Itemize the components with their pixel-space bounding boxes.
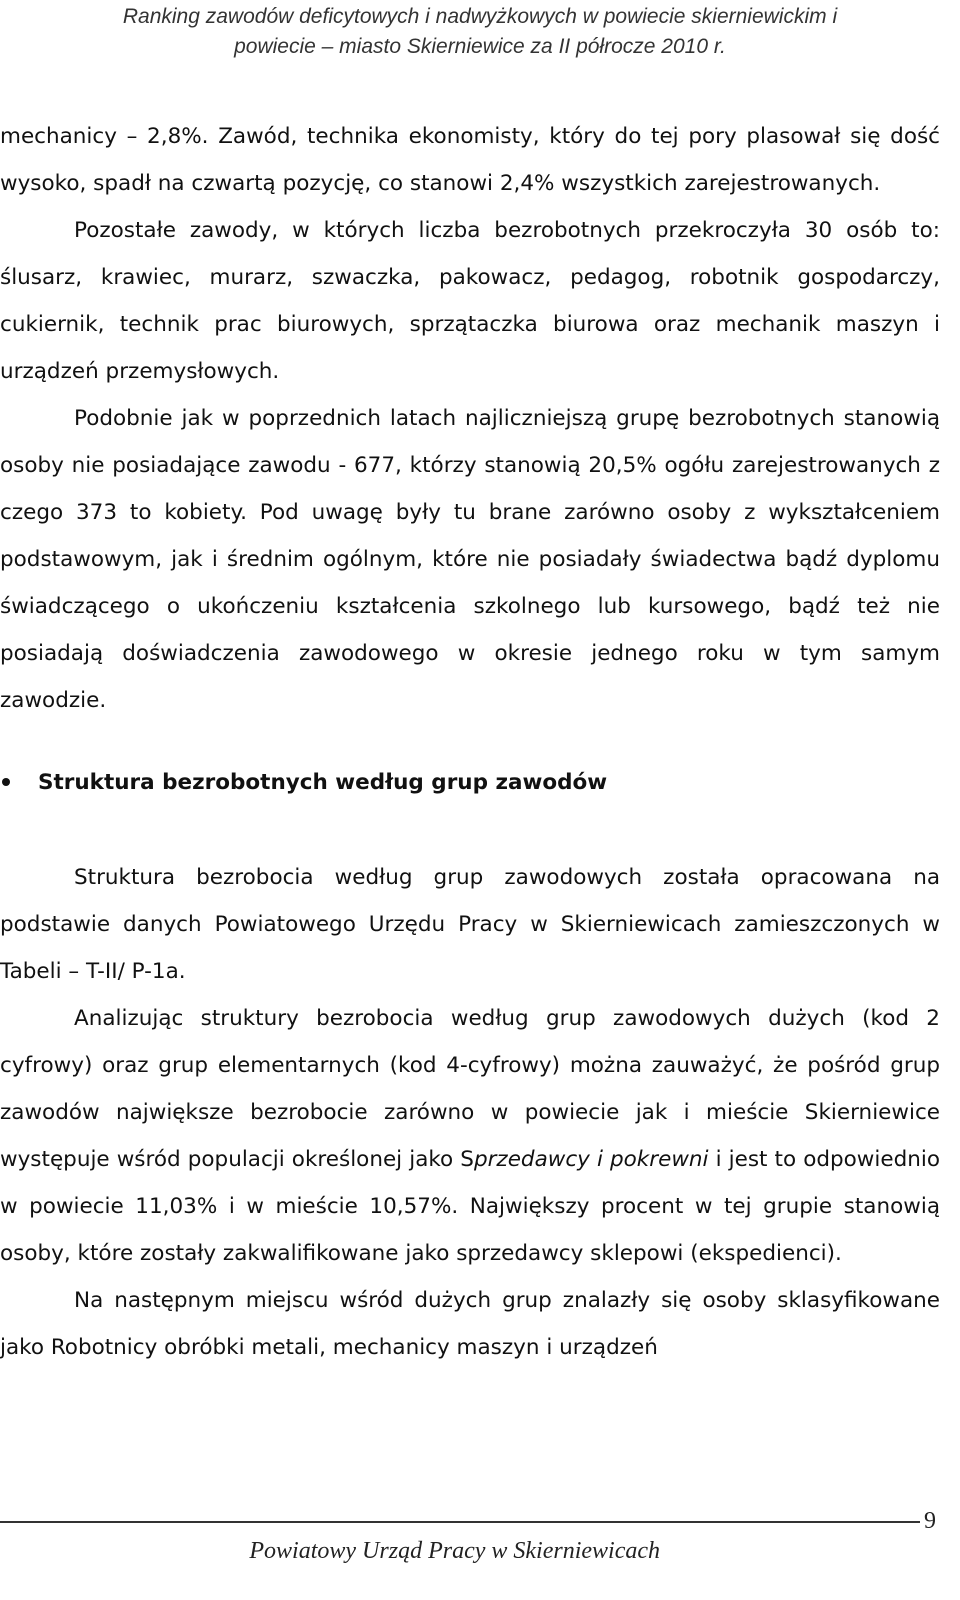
section-heading <box>0 752 940 812</box>
page-number: 9 <box>924 1508 936 1534</box>
paragraph-5-start: Analizując struktury bezrobocia według grup zawodowych dużych (kod 2 cyfrowy) oraz grup elementarnych (kod 4-cyfrowy) można zauważyć, że pośród grup zawodów największe bezrobocie zarówno w powiecie jak i mieście Skierniewice występuje wśród populacji określonej jako S <box>0 1006 940 1172</box>
paragraph-5 <box>0 995 940 1277</box>
section-heading-text: Struktura bezrobotnych według grup zawodów <box>38 769 608 795</box>
paragraph-4: Struktura bezrobocia według grup zawodowych została opracowana na podstawie danych Powiatowego Urzędu Pracy w Skierniewicach zamieszczonych w Tabeli – T-II/ P-1a. <box>0 865 940 984</box>
footer-institution: Powiatowy Urząd Pracy w Skierniewicach <box>249 1538 660 1564</box>
paragraph-6: Na następnym miejscu wśród dużych grup znalazły się osoby sklasyfikowane jako Robotnicy obróbki metali, mechanicy maszyn i urządzeń <box>0 1288 940 1360</box>
paragraph-5-italic: przedawcy i pokrewni <box>473 1147 709 1172</box>
page-header <box>0 2 960 62</box>
header-line-2: powiecie – miasto Skierniewice za II półrocze 2010 r. <box>234 35 726 58</box>
document-body <box>0 113 940 1371</box>
bullet-icon <box>2 778 10 786</box>
paragraph-2: Pozostałe zawody, w których liczba bezrobotnych przekroczyła 30 osób to: ślusarz, krawiec, murarz, szwaczka, pakowacz, pedagog, robotnik gospodarczy, cukiernik, technik prac biurowych, sprzątaczka biurowa oraz mechanik maszyn i urządzeń przemysłowych. <box>0 218 940 384</box>
paragraph-5-end: i jest to odpowiednio w powiecie 11,03% i w mieście 10,57%. Największy procent w tej grupie stanowią osoby, które zostały zakwalifikowane jako sprzedawcy sklepowi (ekspedienci). <box>0 1147 940 1266</box>
paragraph-1: mechanicy – 2,8%. Zawód, technika ekonomisty, który do tej pory plasował się dość wysoko, spadł na czwartą pozycję, co stanowi 2,4% wszystkich zarejestrowanych. <box>0 124 940 196</box>
footer-divider <box>0 1521 920 1523</box>
paragraph-3: Podobnie jak w poprzednich latach najliczniejszą grupę bezrobotnych stanowią osoby nie posiadające zawodu - 677, którzy stanowią 20,5% ogółu zarejestrowanych z czego 373 to kobiety. Pod uwagę były tu brane zarówno osoby z wykształceniem podstawowym, jak i średnim ogólnym, które nie posiadały świadectwa bądź dyplomu świadczącego o ukończeniu kształcenia szkolnego lub kursowego, bądź też nie posiadają doświadczenia zawodowego w okresie jednego roku w tym samym zawodzie. <box>0 406 940 713</box>
header-line-1: Ranking zawodów deficytowych i nadwyżkowych w powiecie skierniewickim i <box>122 5 838 28</box>
